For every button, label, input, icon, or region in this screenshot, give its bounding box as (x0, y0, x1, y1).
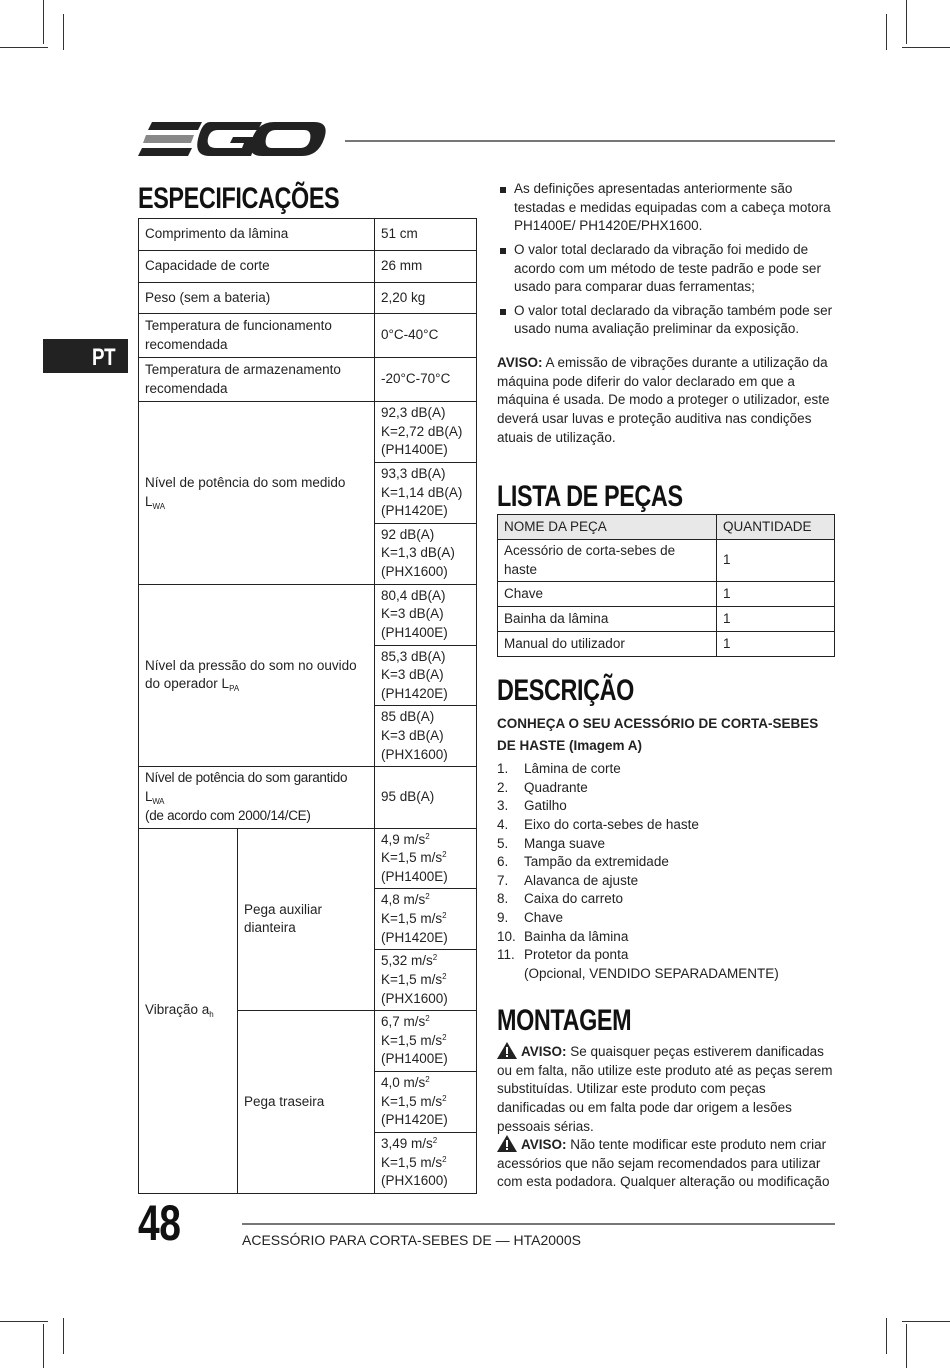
crop-mark (902, 1321, 950, 1322)
crop-mark (906, 1324, 907, 1368)
modification-warning: AVISO: Não tente modificar este produto nem criar acessórios que não sejam recomendados para utilizar com esta podadora. Qualquer alteração ou modificação (497, 1137, 830, 1190)
list-item: 4. Eixo do corta-sebes de haste (497, 816, 699, 832)
list-item: As definições apresentadas anteriormente são testadas e medidas equipadas com a cabeça motora PH1400E/ PH1420E/PHX1600. (497, 180, 837, 236)
table-row: Peso (sem a bateria) 2,20 kg (139, 283, 477, 314)
parts-legend (497, 760, 837, 984)
table-row: Acessório de corta-sebes de haste 1 (498, 540, 835, 582)
crop-mark (43, 0, 44, 44)
table-row: 85 dB(A) K=3 dB(A) (PHX1600) (139, 706, 477, 767)
table-row: Temperatura de armazenamento recomendada -20°C-70°C (139, 358, 477, 402)
specs-title: ESPECIFICAÇÕES (138, 182, 340, 215)
notes-list (497, 180, 837, 344)
list-item: O valor total declarado da vibração também pode ser usado numa avaliação preliminar da exposição. (497, 302, 837, 339)
table-row: 4,8 $m/s^2$ K=1,5 $m/s^2$ (PH1420E) (139, 889, 477, 950)
page-number: 48 (138, 1195, 181, 1251)
specs-table (138, 218, 477, 1194)
table-row: Nível de potência do som medido $L_{WA}$ 92,3 dB(A) K=2,72 dB(A) (PH1400E) (139, 402, 477, 463)
table-row: 92 dB(A) K=1,3 dB(A) (PHX1600) (139, 523, 477, 584)
table-row: Vibração $a_h$ Pega auxiliar dianteira 4,9 $m/s^2$ K=1,5 $m/s^2$ (PH1400E) (139, 828, 477, 889)
warning-label: AVISO: (521, 1137, 567, 1152)
list-item: 1. Lâmina de corte (497, 761, 621, 776)
warning-label: AVISO: (521, 1044, 567, 1059)
footer-rule (242, 1223, 835, 1225)
list-item: 7. Alavanca de ajuste (497, 872, 639, 888)
warning-icon (497, 1042, 517, 1059)
table-row: Capacidade de corte 26 mm (139, 251, 477, 283)
table-header: NOME DA PEÇA QUANTIDADE (498, 515, 835, 540)
warning-icon (497, 1135, 517, 1152)
crop-mark (63, 1318, 64, 1354)
list-item: 6. Tampão da extremidade (497, 854, 669, 870)
table-row: Chave 1 (498, 582, 835, 607)
crop-mark (0, 1321, 48, 1322)
crop-mark (0, 47, 48, 48)
description-subtitle: CONHEÇA O SEU ACESSÓRIO DE CORTA-SEBES DE HASTE (Imagem A) (497, 716, 819, 753)
crop-mark (63, 14, 64, 50)
parts-table (497, 514, 835, 657)
list-item: 9. Chave (497, 910, 564, 925)
table-row: 4,0 $m/s^2$ K=1,5 $m/s^2$ (PH1420E) (139, 1072, 477, 1133)
table-row: 93,3 dB(A) K=1,14 dB(A) (PH1420E) (139, 462, 477, 523)
table-row: Pega traseira 6,7 $m/s^2$ K=1,5 $m/s^2$ (PH1400E) (139, 1011, 477, 1072)
table-row: Manual do utilizador 1 (498, 632, 835, 657)
list-item: 10. Bainha da lâmina (497, 928, 629, 944)
table-row: Comprimento da lâmina 51 cm (139, 219, 477, 251)
crop-mark (886, 14, 887, 50)
description-title: DESCRIÇÃO (497, 674, 634, 707)
table-row: Nível de potência do som garantido $L_{WA}$ (de acordo com 2000/14/CE) 95 dB(A) (139, 767, 477, 828)
list-item: 5. Manga suave (497, 835, 606, 851)
language-tab-label: PT (92, 344, 116, 371)
list-item: 2. Quadrante (497, 779, 588, 795)
table-row: 85,3 dB(A) K=3 dB(A) (PH1420E) (139, 645, 477, 706)
table-row: 5,32 $m/s^2$ K=1,5 $m/s^2$ (PHX1600) (139, 950, 477, 1011)
vibration-warning: AVISO: A emissão de vibrações durante a utilização da máquina pode diferir do valor declarado em que a máquina é usada. De modo a proteger o utilizador, este deverá usar luvas e proteção auditiva nas condições atuais de utilização. (497, 355, 830, 445)
footer-text: ACESSÓRIO PARA CORTA-SEBES DE — HTA2000S (242, 1232, 581, 1248)
list-item: O valor total declarado da vibração foi medido de acordo com um método de teste padrão e pode ser usado para comparar duas ferramentas; (497, 241, 837, 297)
parts-title: LISTA DE PEÇAS (497, 480, 683, 513)
crop-mark (886, 1318, 887, 1354)
damaged-parts-warning: AVISO: Se quaisquer peças estiverem danificadas ou em falta, não utilize este produto até as peças serem substituídas. Utilizar este produto com peças danificadas ou em falta pode dar origem a lesões pessoais sérias. (497, 1044, 833, 1134)
ego-logo (138, 118, 328, 168)
list-item: 11. Protetor da ponta (Opcional, VENDIDO SEPARADAMENTE) (497, 947, 779, 981)
table-row: Bainha da lâmina 1 (498, 607, 835, 632)
crop-mark (43, 1324, 44, 1368)
header-rule (345, 140, 835, 142)
table-row: Temperatura de funcionamento recomendada 0°C-40°C (139, 314, 477, 358)
language-tab (43, 339, 128, 373)
crop-mark (906, 0, 907, 44)
table-row: 3,49 $m/s^2$ K=1,5 $m/s^2$ (PHX1600) (139, 1132, 477, 1193)
warning-label: AVISO: (497, 355, 543, 370)
crop-mark (902, 47, 950, 48)
list-item: 3. Gatilho (497, 798, 567, 814)
list-item: 8. Caixa do carreto (497, 891, 624, 907)
assembly-title: MONTAGEM (497, 1004, 632, 1037)
table-row: Nível da pressão do som no ouvido do operador $L_{PA}$ 80,4 dB(A) K=3 dB(A) (PH1400E) (139, 584, 477, 645)
